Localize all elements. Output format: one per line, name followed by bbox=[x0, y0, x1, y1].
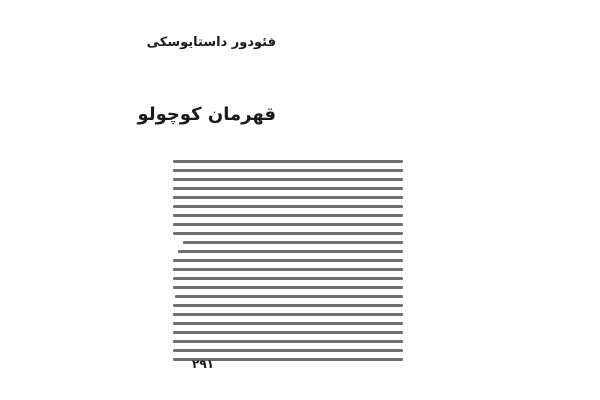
text-line bbox=[173, 322, 403, 325]
text-line bbox=[173, 331, 403, 334]
text-line bbox=[173, 205, 403, 208]
page-number: ۲۹۱ bbox=[192, 357, 214, 371]
text-line bbox=[173, 223, 403, 226]
text-line bbox=[173, 286, 403, 289]
story-title: قهرمان کوچولو bbox=[137, 104, 276, 125]
text-line bbox=[173, 349, 403, 352]
text-line bbox=[173, 187, 403, 190]
text-line bbox=[173, 313, 403, 316]
text-line bbox=[183, 241, 403, 244]
text-line bbox=[173, 178, 403, 181]
text-line bbox=[178, 250, 403, 253]
text-line bbox=[173, 340, 403, 343]
text-line bbox=[173, 259, 403, 262]
text-line bbox=[173, 160, 403, 163]
text-line bbox=[173, 268, 403, 271]
author-name: فئودور داستایوسکی bbox=[146, 35, 276, 50]
text-line bbox=[173, 277, 403, 280]
text-line bbox=[173, 214, 403, 217]
text-line bbox=[173, 169, 403, 172]
text-line bbox=[173, 232, 403, 235]
text-line bbox=[175, 295, 403, 298]
body-text bbox=[0, 160, 600, 360]
text-line bbox=[173, 304, 403, 307]
text-line bbox=[173, 196, 403, 199]
